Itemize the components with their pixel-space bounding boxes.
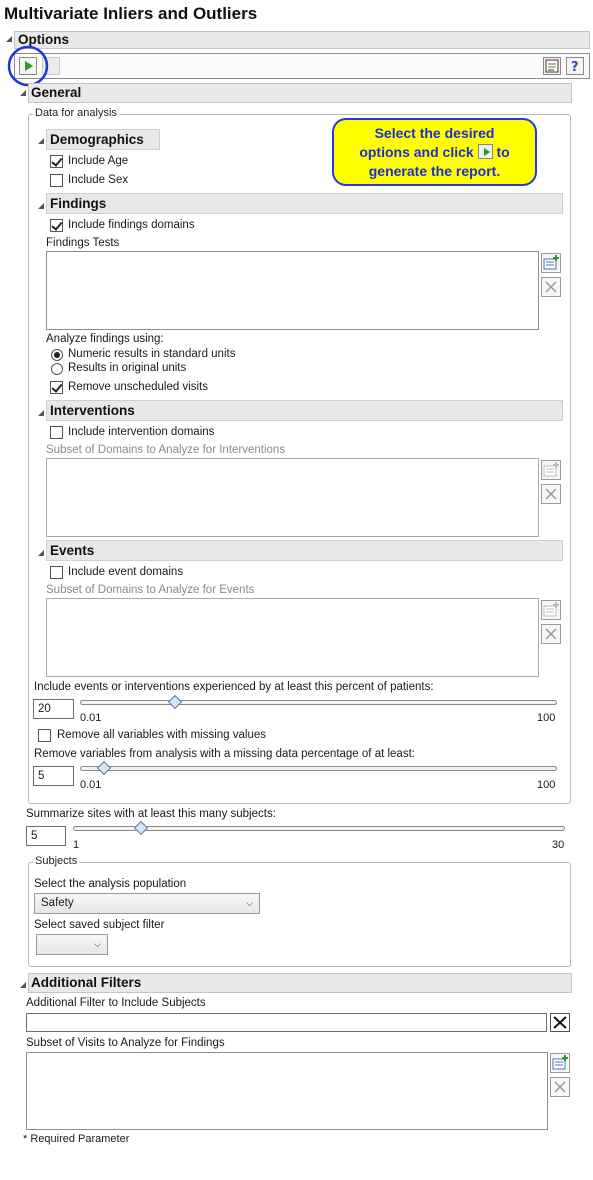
remove-unscheduled-checkbox[interactable] xyxy=(50,381,63,394)
include-subjects-filter-input[interactable] xyxy=(26,1013,547,1032)
standard-units-radio[interactable] xyxy=(51,349,63,361)
events-subset-label: Subset of Domains to Analyze for Events xyxy=(46,584,255,596)
missing-pct-slider-track[interactable] xyxy=(80,766,557,771)
findings-tests-list[interactable] xyxy=(46,251,539,330)
general-header-bar xyxy=(28,83,572,103)
remove-unscheduled-label: Remove unscheduled visits xyxy=(68,381,208,393)
subjects-legend: Subjects xyxy=(35,855,78,867)
original-units-label: Results in original units xyxy=(68,362,187,374)
include-interventions-label: Include intervention domains xyxy=(68,426,215,438)
subject-filter-label: Select saved subject filter xyxy=(34,919,165,931)
demographics-header[interactable]: Demographics xyxy=(50,132,144,147)
highlight-ring xyxy=(6,44,50,88)
sites-input[interactable]: 5 xyxy=(26,826,66,846)
population-value: Safety xyxy=(41,897,74,909)
include-sex-label: Include Sex xyxy=(68,174,129,186)
remove-missing-label: Remove all variables with missing values xyxy=(57,729,266,741)
close-icon xyxy=(551,1014,569,1031)
missing-pct-label: Remove variables from analysis with a missing data percentage of at least: xyxy=(34,748,415,760)
findings-header-bar xyxy=(46,193,563,214)
interventions-header[interactable]: Interventions xyxy=(50,403,135,418)
include-interventions-checkbox[interactable] xyxy=(50,426,63,439)
callout-line-2 xyxy=(334,143,535,162)
original-units-radio[interactable] xyxy=(51,363,63,375)
findings-tests-label: Findings Tests xyxy=(46,237,120,249)
add-list-icon xyxy=(542,254,560,272)
clear-filter-button[interactable] xyxy=(550,1013,570,1032)
interventions-subset-label: Subset of Domains to Analyze for Interventions xyxy=(46,444,286,456)
events-header[interactable]: Events xyxy=(50,543,95,558)
page-title: Multivariate Inliers and Outliers xyxy=(4,4,258,23)
findings-header[interactable]: Findings xyxy=(50,196,107,211)
population-label: Select the analysis population xyxy=(34,878,187,890)
chevron-down-icon: ⌵ xyxy=(246,898,253,908)
run-icon-inline xyxy=(478,144,493,159)
collapse-events-icon[interactable] xyxy=(38,550,44,556)
include-findings-label: Include findings domains xyxy=(68,219,195,231)
callout-line-1: Select the desired xyxy=(374,125,495,141)
data-for-analysis-legend: Data for analysis xyxy=(35,107,117,119)
sites-label: Summarize sites with at least this many subjects: xyxy=(26,808,276,820)
add-visit-button[interactable] xyxy=(550,1053,570,1073)
remove-intervention-domain-button[interactable] xyxy=(541,484,561,504)
standard-units-label: Numeric results in standard units xyxy=(68,348,236,360)
remove-event-domain-button[interactable] xyxy=(541,624,561,644)
instruction-callout xyxy=(332,118,537,186)
subject-filter-dropdown[interactable] xyxy=(36,934,108,955)
help-button[interactable] xyxy=(566,57,584,75)
include-findings-checkbox[interactable] xyxy=(50,219,63,232)
include-age-label: Include Age xyxy=(68,155,129,167)
help-icon xyxy=(567,58,583,74)
collapse-options-icon[interactable] xyxy=(6,36,12,42)
collapse-general-icon[interactable] xyxy=(20,90,26,96)
callout-line-3: generate the report. xyxy=(368,163,501,179)
percent-patients-max-label: 100 xyxy=(537,712,556,724)
remove-icon xyxy=(551,1078,569,1096)
remove-missing-checkbox[interactable] xyxy=(38,729,51,742)
include-age-checkbox[interactable] xyxy=(50,155,63,168)
visits-subset-list[interactable] xyxy=(26,1052,548,1130)
options-header-bar xyxy=(14,31,590,49)
callout-line-2b: to xyxy=(496,144,510,160)
analyze-findings-label: Analyze findings using: xyxy=(46,333,164,345)
add-event-domain-button[interactable] xyxy=(541,600,561,620)
svg-text:?: ? xyxy=(571,60,579,74)
callout-line-2a: options and click xyxy=(359,144,474,160)
percent-patients-slider-track[interactable] xyxy=(80,700,557,705)
include-events-label: Include event domains xyxy=(68,566,184,578)
missing-pct-max-label: 100 xyxy=(537,779,556,791)
events-header-bar xyxy=(46,540,563,561)
collapse-demographics-icon[interactable] xyxy=(38,138,44,144)
visits-subset-label: Subset of Visits to Analyze for Findings xyxy=(26,1037,225,1049)
collapse-interventions-icon[interactable] xyxy=(38,410,44,416)
missing-pct-min-label: 0.01 xyxy=(80,779,102,791)
percent-patients-label: Include events or interventions experienced by at least this percent of patients: xyxy=(34,681,434,693)
include-subjects-filter-label: Additional Filter to Include Subjects xyxy=(26,997,206,1009)
collapse-findings-icon[interactable] xyxy=(38,203,44,209)
add-intervention-domain-button[interactable] xyxy=(541,460,561,480)
options-header[interactable]: Options xyxy=(18,32,69,47)
add-list-icon xyxy=(542,461,560,479)
sites-slider-thumb[interactable] xyxy=(134,821,148,835)
chevron-down-icon: ⌵ xyxy=(94,939,101,949)
missing-pct-input[interactable]: 5 xyxy=(33,766,74,786)
save-script-button[interactable] xyxy=(543,57,561,75)
remove-visit-button[interactable] xyxy=(550,1077,570,1097)
interventions-subset-list[interactable] xyxy=(46,458,539,537)
percent-patients-min-label: 0.01 xyxy=(80,712,102,724)
percent-patients-input[interactable]: 20 xyxy=(33,699,74,719)
add-findings-test-button[interactable] xyxy=(541,253,561,273)
collapse-additional-filters-icon[interactable] xyxy=(20,982,26,988)
script-icon xyxy=(544,58,560,74)
remove-icon xyxy=(542,485,560,503)
sites-max-label: 30 xyxy=(552,839,565,851)
population-dropdown[interactable] xyxy=(34,893,260,914)
events-subset-list[interactable] xyxy=(46,598,539,677)
remove-icon xyxy=(542,625,560,643)
sites-min-label: 1 xyxy=(73,839,80,851)
include-events-checkbox[interactable] xyxy=(50,566,63,579)
add-list-icon xyxy=(542,601,560,619)
remove-icon xyxy=(542,278,560,296)
options-toolbar xyxy=(14,53,590,79)
additional-filters-header[interactable]: Additional Filters xyxy=(31,975,142,990)
required-note: * Required Parameter xyxy=(23,1133,130,1145)
include-sex-checkbox[interactable] xyxy=(50,174,63,187)
add-list-icon xyxy=(551,1054,569,1072)
remove-findings-test-button[interactable] xyxy=(541,277,561,297)
general-header[interactable]: General xyxy=(31,85,82,100)
